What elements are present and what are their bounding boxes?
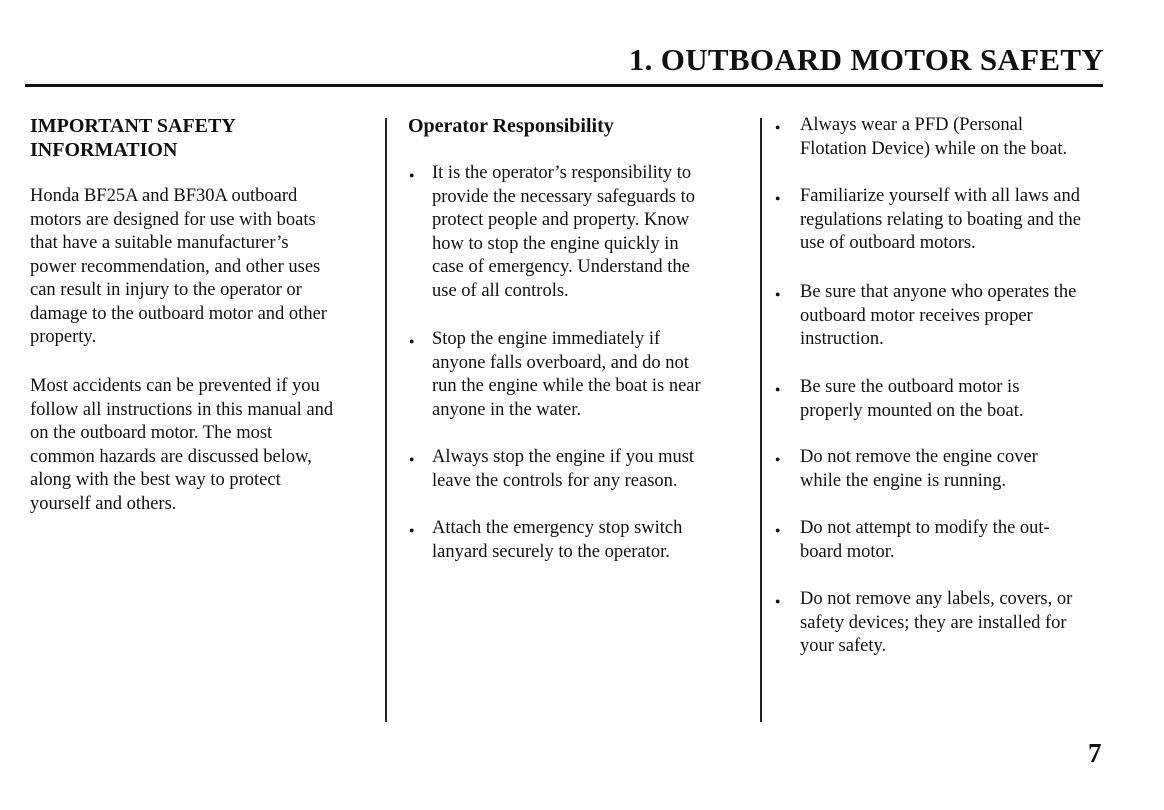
bullet-item [800,446,1038,493]
text-line: anyone falls overboard, and do not [432,352,689,373]
bullet-icon: ● [775,384,781,394]
text-line: outboard motor receives proper [800,305,1033,326]
text-line: follow all instructions in this manual and [30,399,334,420]
paragraph [30,375,333,516]
text-line: INFORMATION [30,138,178,161]
text-line: Be sure that anyone who operates the [800,282,1077,302]
column-divider [385,118,387,722]
bullet-item [800,185,1081,256]
text-line: It is the operator’s responsibility to [432,163,692,183]
text-line: on the outboard motor. The most [30,423,273,443]
text-line: regulations relating to boating and the [800,209,1082,230]
bullet-icon: ● [775,454,781,464]
text-line: Do not remove the engine cover [800,447,1038,467]
text-line: yourself and others. [30,493,177,514]
bullet-icon: ● [775,122,781,132]
text-line: use of outboard motors. [800,233,976,253]
bullet-icon: ● [775,596,781,606]
section-title: 1. OUTBOARD MOTOR SAFETY [628,42,1104,77]
text-line: how to stop the engine quickly in [432,233,679,254]
text-line: Flotation Device) while on the boat. [800,138,1068,159]
header-rule [25,84,1103,87]
bullet-icon: ● [775,193,781,203]
bullet-item [432,328,701,422]
text-line: run the engine while the boat is near [432,376,701,396]
bullet-item [800,517,1050,564]
bullet-item [432,162,695,303]
bullet-item [800,376,1024,423]
text-line: board motor. [800,541,895,562]
operator-responsibility-heading: Operator Responsibility [408,115,614,137]
text-line: Do not attempt to modify the out- [800,518,1050,538]
text-line: Most accidents can be prevented if you [30,376,320,396]
left-heading [30,115,236,162]
text-line: properly mounted on the boat. [800,400,1024,421]
text-line: case of emergency. Understand the [432,257,690,277]
text-line: can result in injury to the operator or [30,280,302,300]
text-line: common hazards are discussed below, [30,446,312,467]
text-line: safety devices; they are installed for [800,612,1067,633]
page-number: 7 [1088,738,1102,768]
bullet-item [432,446,694,493]
bullet-icon: ● [775,525,781,535]
text-line: that have a suitable manufacturer’s [30,233,289,253]
text-line: property. [30,327,97,347]
text-line: Stop the engine immediately if [432,329,661,349]
text-line: motors are designed for use with boats [30,209,316,230]
bullet-item [432,517,682,564]
text-line: along with the best way to protect [30,470,281,490]
text-line: instruction. [800,329,884,349]
text-line: Honda BF25A and BF30A outboard [30,186,298,206]
column-divider [760,118,762,722]
bullet-icon: ● [409,525,415,535]
text-line: Always stop the engine if you must [432,447,695,467]
text-line: lanyard securely to the operator. [432,541,670,562]
bullet-icon: ● [409,336,415,346]
paragraph [30,185,327,350]
bullet-item [800,588,1072,659]
text-line: your safety. [800,636,887,656]
text-line: anyone in the water. [432,399,581,420]
text-line: Do not remove any labels, covers, or [800,589,1073,609]
bullet-icon: ● [775,289,781,299]
text-line: Be sure the outboard motor is [800,377,1020,397]
text-line: Attach the emergency stop switch [432,518,683,538]
text-line: leave the controls for any reason. [432,470,678,491]
text-line: use of all controls. [432,280,569,301]
text-line: Familiarize yourself with all laws and [800,186,1080,206]
bullet-item [800,114,1067,161]
text-line: while the engine is running. [800,470,1007,491]
text-line: damage to the outboard motor and other [30,303,327,324]
text-line: power recommendation, and other uses [30,256,321,277]
bullet-icon: ● [409,170,415,180]
text-line: protect people and property. Know [432,210,690,230]
bullet-icon: ● [409,454,415,464]
text-line: provide the necessary safeguards to [432,186,696,207]
text-line: Always wear a PFD (Personal [800,115,1023,135]
bullet-item [800,281,1076,352]
text-line: IMPORTANT SAFETY [30,115,236,137]
